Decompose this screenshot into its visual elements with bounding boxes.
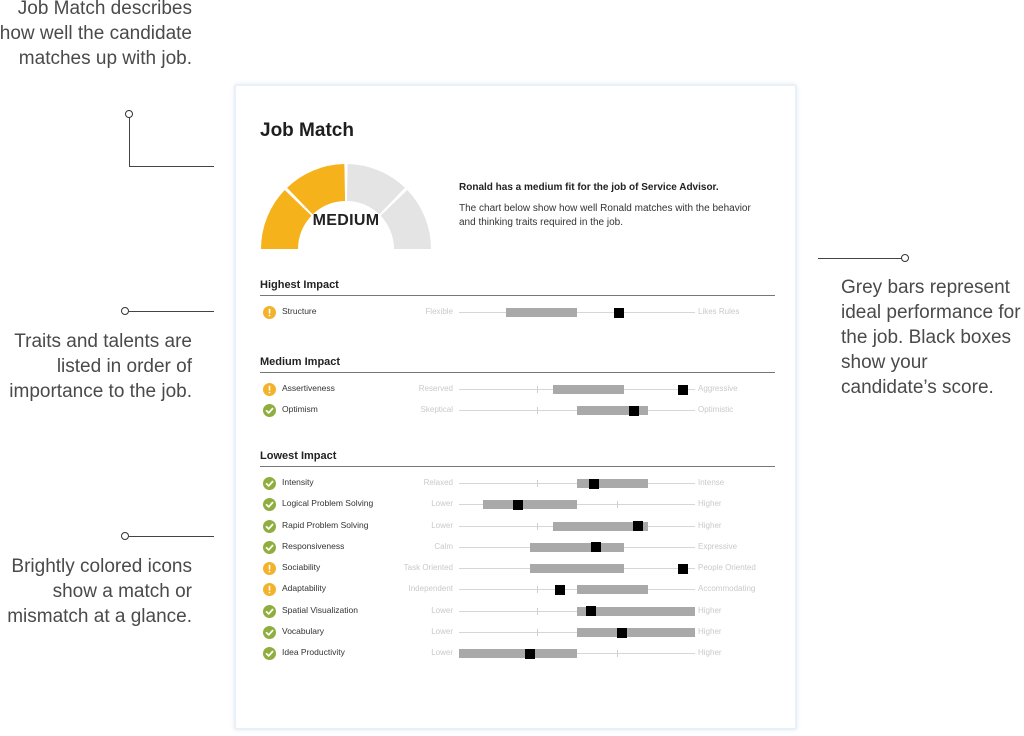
trait-row xyxy=(260,494,775,515)
scale-track xyxy=(459,632,695,633)
scale-low-label: Lower xyxy=(431,605,453,615)
ideal-range-bar xyxy=(459,649,577,658)
candidate-score-marker xyxy=(513,500,523,510)
ideal-range-bar xyxy=(577,628,695,637)
scale-high-label: Higher xyxy=(698,627,722,637)
ideal-range-bar xyxy=(553,385,624,394)
scale-low-label: Lower xyxy=(431,520,453,530)
connector-line-icons xyxy=(129,536,214,537)
mismatch-alert-icon xyxy=(263,306,276,319)
trait-name: Vocabulary xyxy=(282,626,325,637)
scale-high-label: Expressive xyxy=(698,541,738,551)
scale-track xyxy=(459,389,695,390)
trait-row xyxy=(260,558,775,579)
match-gauge xyxy=(260,162,432,250)
candidate-score-marker xyxy=(525,649,535,659)
scale-high-label: Higher xyxy=(698,499,722,509)
scale-low-label: Lower xyxy=(431,648,453,658)
annotation-bars: Grey bars represent ideal performance for the job. Black boxes show your candidate’s score. xyxy=(841,277,1021,398)
scale-track xyxy=(459,526,695,527)
job-match-card xyxy=(234,84,797,730)
scale-high-label: Aggressive xyxy=(698,384,738,393)
candidate-score-marker xyxy=(614,308,624,318)
trait-name: Adaptability xyxy=(282,583,326,594)
connector-line-job-match-h xyxy=(129,166,214,167)
scale-low-label: Reserved xyxy=(418,384,453,393)
scale-high-label: Intense xyxy=(698,478,725,487)
scale-low-label: Flexible xyxy=(425,307,453,316)
scale-high-label: People Oriented xyxy=(698,563,756,573)
summary-headline: Ronald has a medium fit for the job of Service Advisor. xyxy=(459,182,719,193)
match-check-icon xyxy=(263,605,276,618)
match-check-icon xyxy=(263,404,276,417)
candidate-score-marker xyxy=(555,585,565,595)
ideal-range-bar xyxy=(530,543,624,552)
connector-line-traits xyxy=(129,311,214,312)
gauge-arc-icon xyxy=(260,162,432,250)
trait-row xyxy=(260,516,775,537)
trait-row xyxy=(260,601,775,622)
scale-track xyxy=(459,483,695,484)
trait-row xyxy=(260,537,775,558)
trait-name: Assertiveness xyxy=(282,383,335,393)
section-medium-impact xyxy=(260,356,775,422)
ideal-range-bar xyxy=(506,308,577,317)
trait-name: Optimism xyxy=(282,404,318,415)
scale-track xyxy=(459,568,695,569)
scale-low-label: Calm xyxy=(434,541,453,551)
scale-track xyxy=(459,312,695,313)
match-check-icon xyxy=(263,520,276,533)
scale-high-label: Higher xyxy=(698,520,722,530)
ideal-range-bar xyxy=(483,500,577,509)
trait-name: Structure xyxy=(282,306,317,316)
candidate-score-marker xyxy=(589,479,599,489)
gauge-label: MEDIUM xyxy=(312,212,380,229)
trait-name: Rapid Problem Solving xyxy=(282,519,369,530)
section-highest-impact xyxy=(260,279,775,323)
scale-high-label: Accommodating xyxy=(698,584,756,594)
connector-line-job-match-v xyxy=(129,118,130,167)
annotation-traits-order: Traits and talents are listed in order of importance to the job. xyxy=(9,331,192,402)
match-check-icon xyxy=(263,647,276,660)
trait-name: Intensity xyxy=(282,477,314,487)
trait-name: Spatial Visualization xyxy=(282,604,358,615)
mismatch-alert-icon xyxy=(263,383,276,396)
match-check-icon xyxy=(263,541,276,554)
connector-line-bars xyxy=(818,258,902,259)
candidate-score-marker xyxy=(633,521,643,531)
scale-track xyxy=(459,504,695,505)
match-summary xyxy=(459,181,759,230)
section-title: Highest Impact xyxy=(260,279,775,296)
candidate-score-marker xyxy=(678,564,688,574)
scale-track xyxy=(459,653,695,654)
candidate-score-marker xyxy=(629,406,639,416)
scale-high-label: Higher xyxy=(698,648,722,658)
scale-low-label: Skeptical xyxy=(420,405,453,415)
section-lowest-impact xyxy=(260,450,775,665)
scale-high-label: Higher xyxy=(698,605,722,615)
scale-tick xyxy=(617,650,618,657)
match-check-icon xyxy=(263,498,276,511)
trait-name: Sociability xyxy=(282,562,321,573)
card-title: Job Match xyxy=(260,120,354,141)
connector-dot-bars xyxy=(901,254,909,262)
ideal-range-bar xyxy=(530,564,624,573)
section-title: Lowest Impact xyxy=(260,450,775,467)
connector-dot-icons xyxy=(121,532,129,540)
summary-body: The chart below show how well Ronald matches with the behavior and thinking traits required in the job. xyxy=(459,203,751,228)
connector-dot-traits xyxy=(121,307,129,315)
trait-row xyxy=(260,643,775,664)
scale-tick xyxy=(537,407,538,414)
scale-tick xyxy=(537,480,538,487)
trait-row xyxy=(260,473,775,494)
trait-row xyxy=(260,379,775,400)
scale-low-label: Lower xyxy=(431,499,453,509)
candidate-score-marker xyxy=(586,606,596,616)
scale-tick xyxy=(617,501,618,508)
annotation-icons: Brightly colored icons show a match or mismatch at a glance. xyxy=(7,556,192,627)
trait-name: Idea Productivity xyxy=(282,647,345,658)
scale-low-label: Relaxed xyxy=(423,478,453,487)
match-check-icon xyxy=(263,477,276,490)
scale-low-label: Independent xyxy=(408,584,453,594)
scale-tick xyxy=(537,386,538,393)
candidate-score-marker xyxy=(678,385,688,395)
scale-low-label: Task Oriented xyxy=(403,563,453,573)
ideal-range-bar xyxy=(577,585,648,594)
scale-track xyxy=(459,410,695,411)
trait-name: Responsiveness xyxy=(282,540,345,551)
trait-name: Logical Problem Solving xyxy=(282,498,374,509)
candidate-score-marker xyxy=(591,542,601,552)
annotation-job-match: Job Match describes how well the candidate matches up with job. xyxy=(0,0,192,69)
scale-tick xyxy=(537,629,538,636)
mismatch-alert-icon xyxy=(263,562,276,575)
scale-low-label: Lower xyxy=(431,627,453,637)
scale-track xyxy=(459,611,695,612)
scale-tick xyxy=(537,586,538,593)
scale-track xyxy=(459,547,695,548)
scale-high-label: Likes Rules xyxy=(698,307,740,316)
candidate-score-marker xyxy=(617,628,627,638)
match-check-icon xyxy=(263,626,276,639)
mismatch-alert-icon xyxy=(263,583,276,596)
trait-row xyxy=(260,579,775,600)
scale-high-label: Optimistic xyxy=(698,405,734,415)
section-title: Medium Impact xyxy=(260,356,775,373)
scale-tick xyxy=(537,523,538,530)
trait-row xyxy=(260,302,775,323)
scale-track xyxy=(459,589,695,590)
trait-row xyxy=(260,622,775,643)
connector-dot-job-match xyxy=(125,110,133,118)
trait-row xyxy=(260,400,775,421)
scale-tick xyxy=(537,608,538,615)
